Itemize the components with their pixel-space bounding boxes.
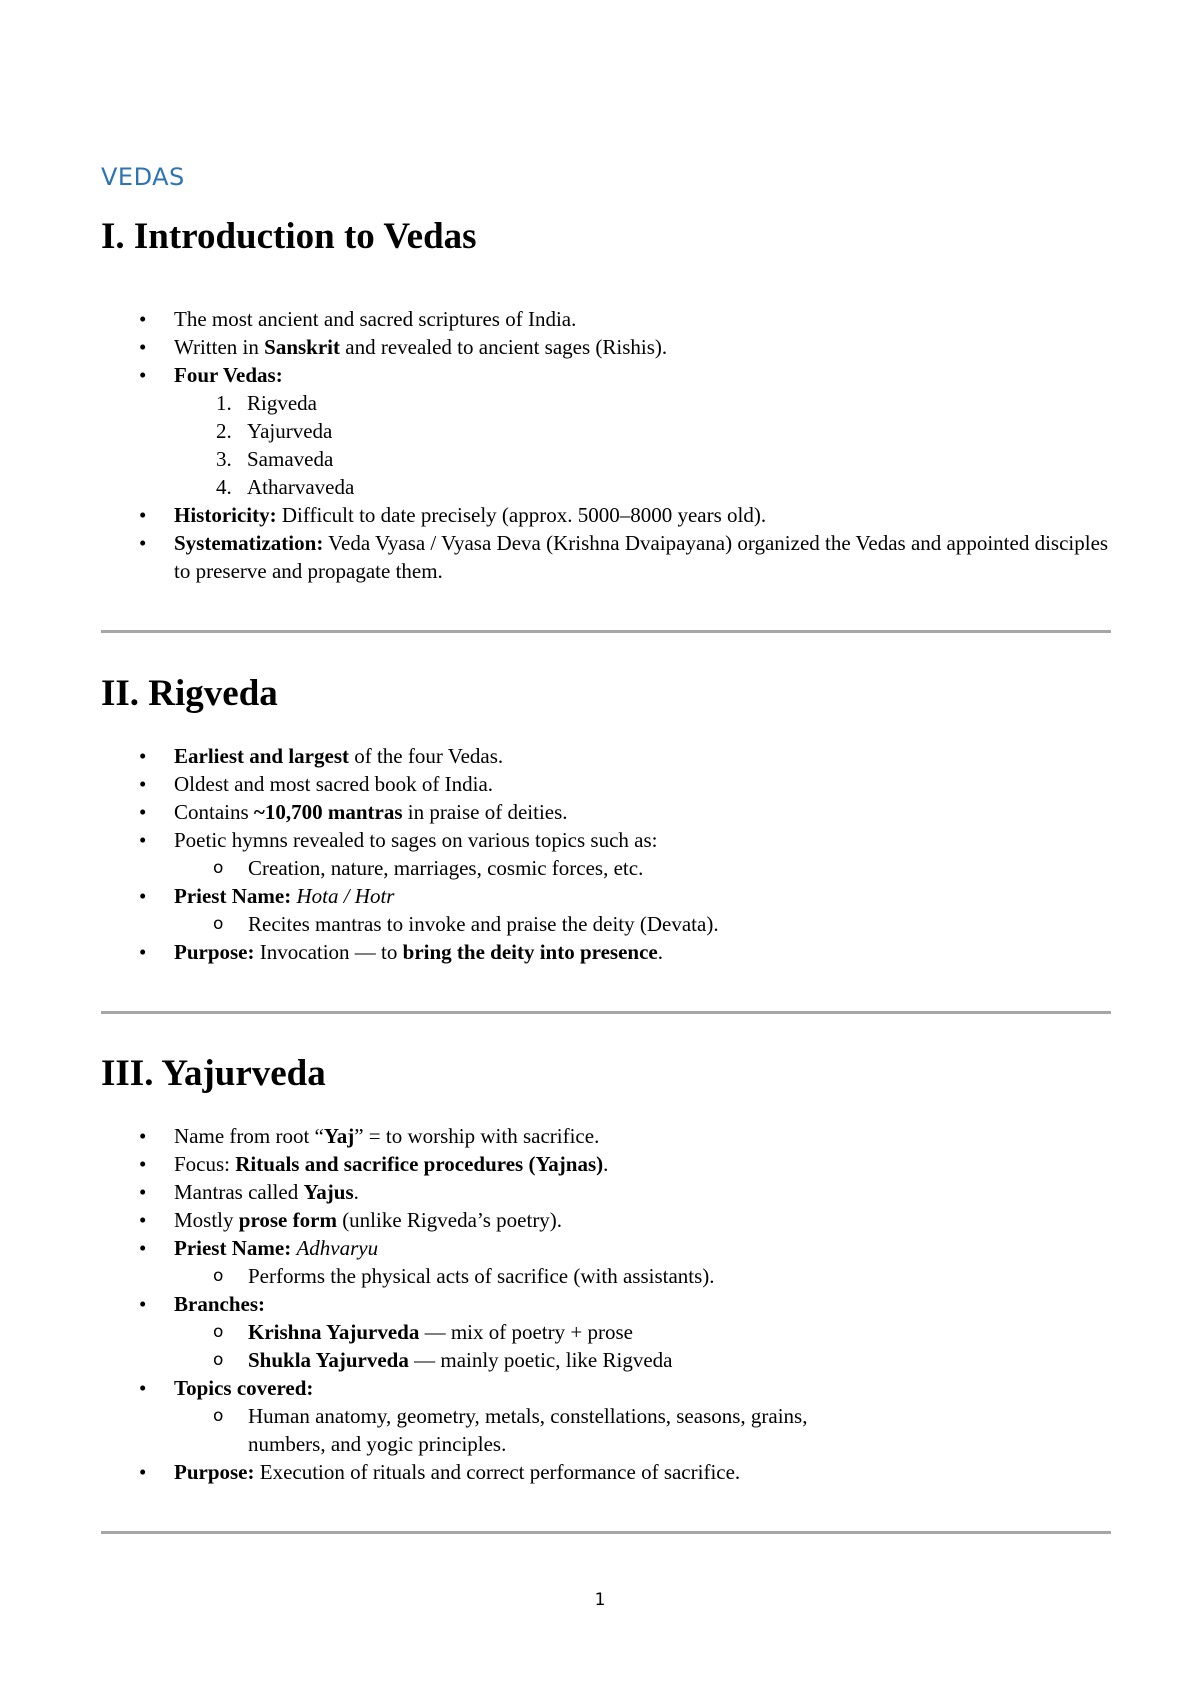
list-item: • Historicity: Difficult to date precisely (approx. 5000–8000 years old). bbox=[101, 501, 1111, 529]
page-number: 1 bbox=[594, 1590, 606, 1610]
list-item: • Priest Name: Hota / Hotr o Recites mantras to invoke and praise the deity (Devata). bbox=[101, 882, 1111, 938]
rigveda-list bbox=[101, 742, 1111, 966]
list-item: • Branches: o Krishna Yajurveda — mix of poetry + prose o Shukla Yajurveda — mainly poetic, like Rigveda bbox=[101, 1290, 1111, 1374]
list-item: • Earliest and largest of the four Vedas. bbox=[101, 742, 1111, 770]
horizontal-divider bbox=[101, 630, 1111, 633]
horizontal-divider bbox=[101, 1531, 1111, 1534]
yajurveda-list bbox=[101, 1122, 1111, 1486]
horizontal-divider bbox=[101, 1011, 1111, 1014]
sub-list-item: o Creation, nature, marriages, cosmic forces, etc. bbox=[101, 854, 1111, 882]
list-item: • Purpose: Invocation — to bring the deity into presence. bbox=[101, 938, 1111, 966]
list-item: • Contains ~10,700 mantras in praise of deities. bbox=[101, 798, 1111, 826]
list-item: • The most ancient and sacred scriptures of India. bbox=[101, 305, 1111, 333]
list-item: • Mantras called Yajus. bbox=[101, 1178, 1111, 1206]
list-item: • Systematization: Veda Vyasa / Vyasa Deva (Krishna Dvaipayana) organized the Vedas and appointed disciples to preserve and propagate them. bbox=[101, 529, 1111, 585]
intro-list bbox=[101, 305, 1111, 585]
list-item: • Oldest and most sacred book of India. bbox=[101, 770, 1111, 798]
list-item: • Written in Sanskrit and revealed to ancient sages (Rishis). bbox=[101, 333, 1111, 361]
list-item: • Topics covered: o Human anatomy, geometry, metals, constellations, seasons, grains, numbers, and yogic principles. bbox=[101, 1374, 1111, 1458]
numbered-item: 2. Yajurveda bbox=[216, 419, 333, 443]
list-item: • Focus: Rituals and sacrifice procedures (Yajnas). bbox=[101, 1150, 1111, 1178]
list-item: • Priest Name: Adhvaryu o Performs the physical acts of sacrifice (with assistants). bbox=[101, 1234, 1111, 1290]
section-heading-rigveda: II. Rigveda bbox=[101, 673, 278, 714]
list-item: • Mostly prose form (unlike Rigveda’s poetry). bbox=[101, 1206, 1111, 1234]
section-heading-yajurveda: III. Yajurveda bbox=[101, 1053, 326, 1094]
list-item: • Poetic hymns revealed to sages on various topics such as: o Creation, nature, marriages, cosmic forces, etc. bbox=[101, 826, 1111, 882]
document-title: VEDAS bbox=[101, 163, 185, 191]
sub-list-item: o Shukla Yajurveda — mainly poetic, like Rigveda bbox=[101, 1346, 1111, 1374]
sub-list-item: o Human anatomy, geometry, metals, constellations, seasons, grains, numbers, and yogic principles. bbox=[101, 1402, 828, 1458]
sub-list-item: o Recites mantras to invoke and praise the deity (Devata). bbox=[101, 910, 1111, 938]
sub-list-item: o Performs the physical acts of sacrifice (with assistants). bbox=[101, 1262, 1111, 1290]
sub-list-item: o Krishna Yajurveda — mix of poetry + prose bbox=[101, 1318, 1111, 1346]
numbered-item: 4. Atharvaveda bbox=[216, 475, 355, 499]
section-heading-intro: I. Introduction to Vedas bbox=[101, 216, 477, 257]
vedas-numbered-list bbox=[174, 389, 1111, 501]
list-item: • Four Vedas: 1. Rigveda 2. Yajurveda 3. Samaveda 4. Atharvaveda bbox=[101, 361, 1111, 501]
list-item: • Purpose: Execution of rituals and correct performance of sacrifice. bbox=[101, 1458, 1111, 1486]
numbered-item: 1. Rigveda bbox=[216, 391, 317, 415]
list-item: • Name from root “Yaj” = to worship with sacrifice. bbox=[101, 1122, 1111, 1150]
numbered-item: 3. Samaveda bbox=[216, 447, 334, 471]
